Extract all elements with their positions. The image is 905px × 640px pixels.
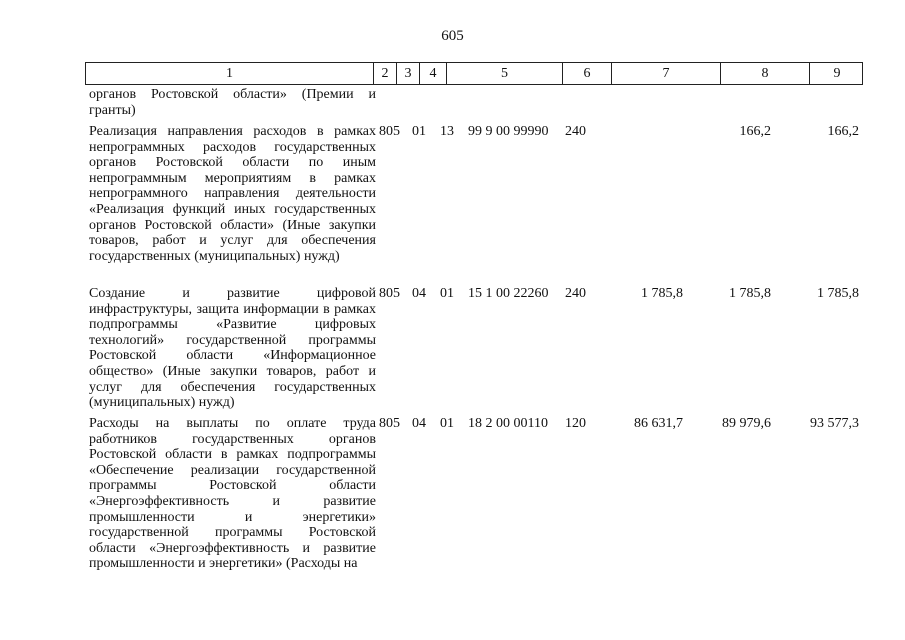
header-col-5: 5 [447,63,563,84]
cell-col-7: 1 785,8 [641,286,683,301]
cell-col-2: 805 [379,286,400,301]
cell-col-5: 18 2 00 00110 [468,416,548,431]
cell-col-8: 89 979,6 [722,416,771,431]
header-col-3: 3 [397,63,420,84]
cell-col-3: 01 [412,124,426,139]
cell-col-5: 99 9 00 99990 [468,124,549,139]
cell-col-9: 93 577,3 [810,416,859,431]
header-col-9: 9 [833,66,841,81]
cell-col-4: 13 [440,124,454,139]
header-col-6: 6 [563,63,612,84]
cell-col-2: 805 [379,124,400,139]
cell-col-6: 240 [565,286,586,301]
cell-col-5: 15 1 00 22260 [468,286,549,301]
page-number: 605 [441,28,464,44]
table-header [85,62,863,85]
header-col-7: 7 [612,63,721,84]
cell-col-6: 240 [565,124,586,139]
cell-col-3: 04 [412,416,426,431]
cell-col-4: 01 [440,416,454,431]
cell-col-4: 01 [440,286,454,301]
row-description: Создание и развитие цифровой инфраструктуры, защита информации в рамках подпрограммы «Развитие цифровых технологий» государственной программы Ростовской области «Информационное общество» (Иные закупки товаров, работ и услуг для обеспечения государственных (муниципальных) нужд) [89,286,376,411]
header-col-4: 4 [420,63,447,84]
row-description: органов Ростовской области» (Премии и гранты) [89,87,376,118]
header-col-8: 8 [721,63,810,84]
cell-col-7: 86 631,7 [634,416,683,431]
cell-col-9: 1 785,8 [817,286,859,301]
cell-col-8: 166,2 [739,124,771,139]
cell-col-9: 166,2 [827,124,859,139]
cell-col-8: 1 785,8 [729,286,771,301]
row-description: Расходы на выплаты по оплате труда работников государственных органов Ростовской области в рамках подпрограммы «Обеспечение реализации государственной программы Ростовской области «Энергоэффективность и развитие промышленности и энергетики» государственной программы Ростовской области «Энергоэффективность и развитие промышленности и энергетики» (Расходы на [89,416,376,572]
header-col-2: 2 [374,63,397,84]
cell-col-6: 120 [565,416,586,431]
cell-col-3: 04 [412,286,426,301]
cell-col-2: 805 [379,416,400,431]
row-description: Реализация направления расходов в рамках непрограммных расходов государственных органов Ростовской области по иным непрограммным мероприятиям в рамках непрограммного направления деятельности «Реализация функций иных государственных органов Ростовской области» (Иные закупки товаров, работ и услуг для обеспечения государственных (муниципальных) нужд) [89,124,376,264]
header-col-1: 1 [86,63,374,84]
